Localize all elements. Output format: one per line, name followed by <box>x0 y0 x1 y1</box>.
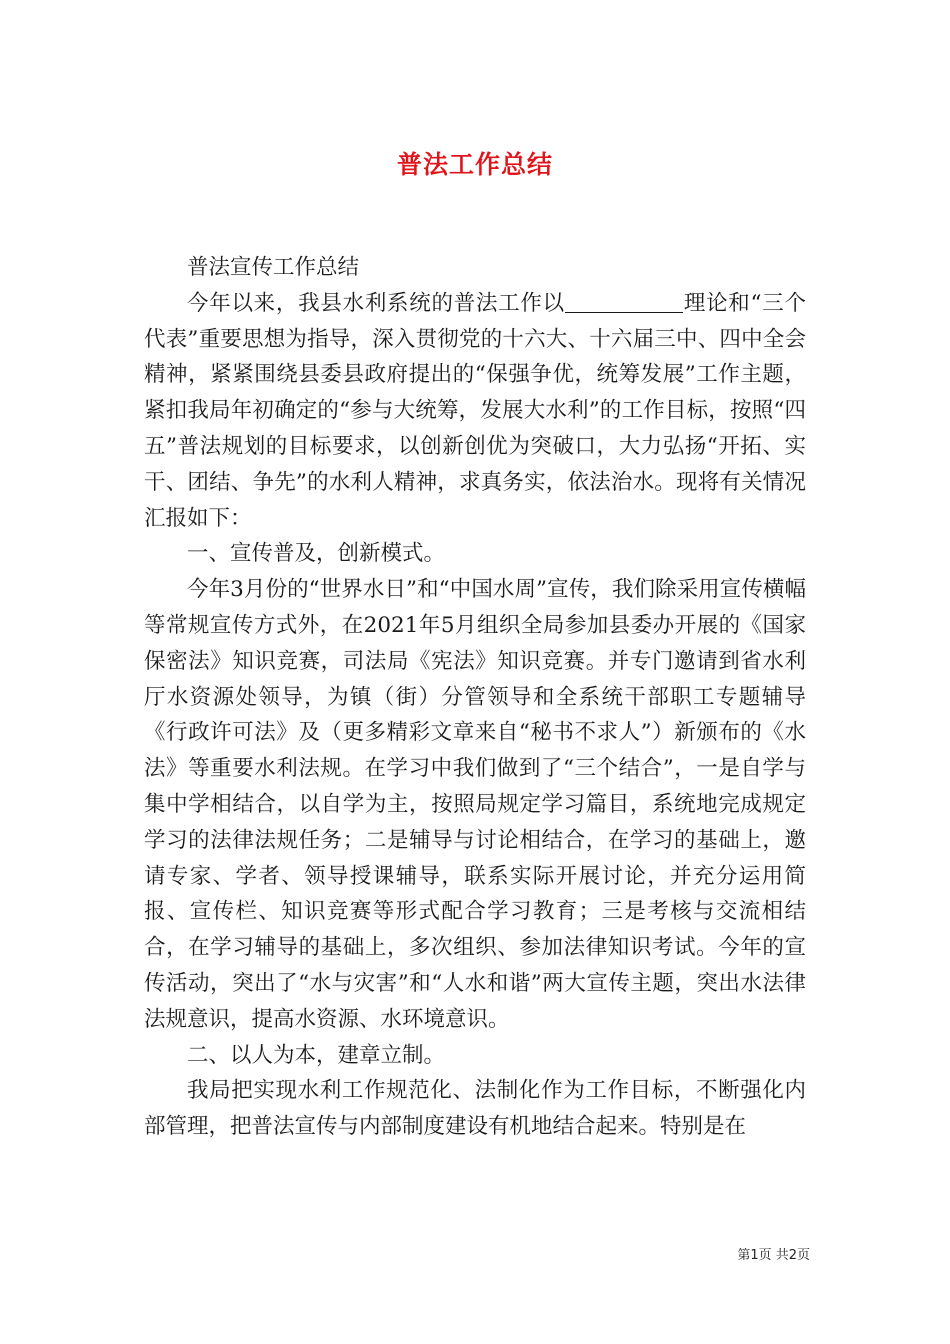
page-number: 第1页 共2页 <box>737 1248 810 1263</box>
section2-body: 我局把实现水利工作规范化、法制化作为工作目标，不断强化内部管理，把普法宣传与内部制度建设有机地结合起来。特别是在 <box>144 1078 806 1140</box>
intro-text-before-blank: 今年以来，我县水利系统的普法工作以 <box>187 290 565 316</box>
section1-body: 今年3月份的“世界水日”和“中国水周”宣传，我们除采用宣传横幅等常规宣传方式外，在2021年5月组织全局参加县委办开展的《国家保密法》知识竞赛，司法局《宪法》知识竞赛。并专门邀请到省水利厅水资源处领导，为镇（街）分管领导和全系统干部职工专题辅导《行政许可法》及（更多精彩文章来自“秘书不求人”）新颁布的《水法》等重要水利法规。在学习中我们做到了“三个结合”，一是自学与集中学相结合，以自学为主，按照局规定学习篇目，系统地完成规定学习的法律法规任务；二是辅导与讨论相结合，在学习的基础上，邀请专家、学者、领导授课辅导，联系实际开展讨论，并充分运用简报、宣传栏、知识竞赛等形式配合学习教育；三是考核与交流相结合，在学习辅导的基础上，多次组织、参加法律知识考试。今年的宣传活动，突出了“水与灾害”和“人水和谐”两大宣传主题，突出水法律法规意识，提高水资源、水环境意识。 <box>144 577 806 1032</box>
intro-text-after-blank: 理论和“三个代表”重要思想为指导，深入贯彻党的十六大、十六届三中、四中全会精神，紧紧围绕县委县政府提出的“保强争优，统筹发展”工作主题，紧扣我局年初确定的“参与大统筹，发展大水利”的工作目标，按照“四五”普法规划的目标要求，以创新创优为突破口，大力弘扬“开拓、实干、团结、争先”的水利人精神，求真务实，依法治水。现将有关情况汇报如下： <box>144 290 806 531</box>
fill-in-blank <box>565 291 683 314</box>
section1-heading: 一、宣传普及，创新模式。 <box>187 541 446 567</box>
document-title: 普法工作总结 <box>396 149 553 179</box>
document-body <box>144 250 806 1145</box>
section2-heading: 二、以人为本，建章立制。 <box>187 1042 446 1068</box>
subtitle: 普法宣传工作总结 <box>187 255 360 280</box>
intro-paragraph <box>144 286 806 537</box>
